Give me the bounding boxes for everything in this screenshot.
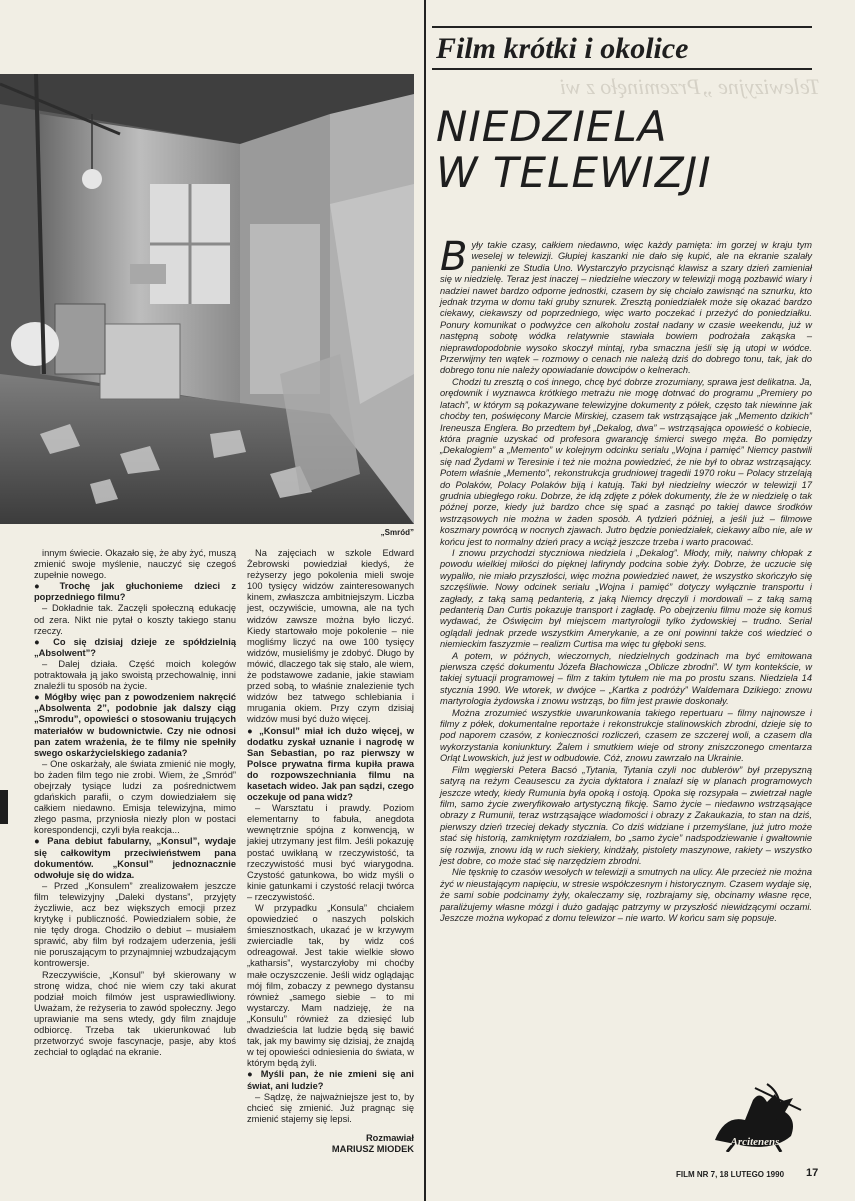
signature-label: Rozmawiał bbox=[365, 1132, 414, 1143]
article-paragraph: Nie tęsknię to czasów wesołych w telewizji a smutnych na ulicy. Ale przecież nie można żyć w nieustającym napięciu, w stresie współczesnym i historycznym. Czasem wydaje się, że sami sobie podcinamy żyły, okaleczamy się, rozbrajamy się, obcinamy własne ręce, paraliżujemy własne mózgi i dużo gadając patrzymy w przyszłość niewidzącymi oczami. Jeszcze można wykopać z domu telewizor – nie warto. W końcu sam się popsuje. bbox=[440, 867, 812, 923]
article-paragraph: A potem, w późnych, wieczornych, niedzielnych godzinach ma być emitowana pierwsza część dokumentu Józefa Błachowicza „Oblicze zbrodni”. W tym kontekście, w takiej sytuacji programowej – film z takim tytułem nie ma po prostu szans. Niedziela 14 stycznia 1990. We wtorek, w dwójce – „Kartka z podróży” Waldemara Dzikiego: znowu martyrologia żydowska i znowu wstrząs, bo film jest prawie doskonały. bbox=[440, 650, 812, 707]
page-number: 17 bbox=[806, 1167, 819, 1179]
photo-caption: „Smród” bbox=[380, 528, 414, 537]
interview-question: ● Pana debiut fabularny, „Konsul”, wydaje się całkowitym przeciwieństwem pana dokumentów. „Konsul” jednoznacznie odwołuje się do widza. bbox=[34, 836, 236, 880]
article-paragraph: Chodzi tu zresztą o coś innego, chcę być dobrze zrozumiany, sprawa jest delikatna. Ja, orędownik i wyznawca krótkiego metrażu nie mogę dotrwać do programu „Premiery po latach”, w którym są pokazywane telewizyjne dokumenty z półek, często tak niewinne jak choćby ten, poświęcony Marcie Mirskiej, czasem tak wstrząsające jak „Memento dzikich” Ireneusza Englera. Bo przedtem był „Dekalog, dwa” – wstrząsająca opowieść o kobiecie, która pragnie uzyskać od profesora gwarancję śmierci swego męża. Bo pomiędzy „Dekalogiem” a „Memento” w kolejnym odcinku serialu „Wojna i pamięć” Niemcy pastwili się nad Żydami w Teresinie i też nie można powiedzieć, że nie był to obraz wstrząsający. Potem właśnie „Memento”, rekonstrukcja grudniowej tragedii 1970 roku – Polacy strzelają do Polaków, Polacy Polaków biją i katują. Taki był niedzielny wieczór w telewizji 17 grudnia ubiegłego roku. Dobrze, że idą zdjęte z półek dokumenty, źle że w niedzielę o tak późnej porze, kiedy już bardzo chce się spać a zasnąć po takiej dawce środków wstrząsowych nie można w żaden sposób. A tydzień później, a jeśli już – filmowe koszmary powrócą w nocnych zjawach. Jutro będzie poniedziałek, ciekawy albo nie, ale w końcu jest to normalny dzień pracy a wciąż jeszcze trzeba i warto pracować. bbox=[440, 376, 812, 547]
article-paragraph-text: yły takie czasy, całkiem niedawno, więc każdy pamięta: im gorzej w kraju tym weselej w telewizji. Głupiej kaszanki nie dało się kupić, ale na ekranie szalały panienki ze Studia Uno. Wystarczyło przycisnąć klawisz a szary dzień zamieniał się w niedzielę. Teraz jest inaczej – niedzielne wieczory w telewizji mogą pozbawić wiary i nadziei nawet bardzo odporne jednostki, czasem by się chciało zawisnąć na sznurku, kto jednak trzyma w domu taki gruby sznurek. Zresztą poniedziałek może się okazać bardzo ciekawy, ciekawszy od poprzedniego, więc warto poczekać i przeżyć do poniedziałku. Ponury komunikat o podwyżce cen alkoholu został nadany w czasie weekendu, już w następną sobotę wódka relatywnie stawiała bowiem podrożała zakąska – nieprawdopodobnie wysoko skoczył mintaj, ryba smaczna jeśli się ją utopi w wódce. Przerwijmy ten wątek – rozmowy o cenach nie należą dziś do dobrego tonu, tak, jak do dobrego tonu nie należy opowiadanie dowcipów o kelnerach. bbox=[440, 240, 812, 376]
interview-answer: – One oskarżały, ale świata zmienić nie mogły, bo żaden film tego nie zrobi. Wiem, że „Smród” obejrzały tysiące ludzi za pośrednictwem gdańskich parafii, o czym dowiedziałem się całkiem niedawno. Emisja telewizyjna, mimo złego pasma, przyniosła niezły plon w postaci korespondencji, czyli była reakcja... bbox=[34, 758, 236, 836]
interview-answer: – Dalej działa. Część moich kolegów potraktowała ją jako swoistą przechowalnię, inni znaleźli tu sposób na życie. bbox=[34, 658, 236, 692]
signature-name: MARIUSZ MIODEK bbox=[331, 1143, 414, 1154]
interview-question: ● Myśli pan, że nie zmieni się ani świat, ani ludzie? bbox=[247, 1069, 414, 1091]
article-headline bbox=[436, 104, 812, 196]
headline-line-1: NIEDZIELA bbox=[436, 102, 668, 151]
interview-answer: – Sądzę, że najważniejsze jest to, by chcieć się zmienić. Już pragnąc się zmienić stajemy się lepsi. bbox=[247, 1091, 414, 1124]
margin-mark bbox=[0, 790, 8, 824]
interview-column-2 bbox=[247, 548, 414, 1155]
interview-answer: Na zajęciach w szkole Edward Żebrowski powiedział kiedyś, że reżyserzy jego pokolenia mieli swoje 100 tysięcy widzów zainteresowanych kinem, zwłaszcza ambitniejszym. Liczba jest, oczywiście, umowna, ale na tych widzów zawsze można było liczyć. Kiedy startowało moje pokolenie – nie mogliśmy liczyć na owe 100 tysięcy widzów, musieliśmy je zdobyć. Długo by mówić, dlaczego tak się stało, ale wiem, że podstawowe zadanie, jakie stawiam przed sobą, to właśnie znalezienie tych widzów bez tatwego schlebiania i mrugania okiem. Przy czym dzisiaj widzów musi być dużo więcej. bbox=[247, 548, 414, 725]
article-body bbox=[440, 234, 812, 924]
interview-question: ● Co się dzisiaj dzieje ze spółdzielnią „Absolwent”? bbox=[34, 637, 236, 659]
film-still-photo bbox=[0, 74, 414, 524]
article-paragraph: Film węgierski Petera Bacsó „Tytania, Tytania czyli noc dublerów” był przepyszną satyrą na reżym Ceausescu za życia dyktatora i znalazł się w planach programowych jeszcze wtedy, kiedy Rumunia była opoką i ostoją. Opoka się rozsypała – zwietrzał nagle film, samo życie zweryfikowało artystyczną fikcję. Samo życie – niedawno wstrząsające obrazy z Rumunii, teraz wstrząsające wiadomości i obrazy z Zakaukazia, to stan na dziś, pierwszy dzień trzeciej dekady stycznia. Co dziś widziane i przemyślane, już jutro może stać się historią, zamkniętym rozdziałem, bo „samo życie” nadspodziewanie i gwałtownie się rozwija, znowu idą w ruch siekiery, kindżały, pistolety maszynowe, rakiety – wszystko jest dobre, co może stać się narzędziem zbrodni. bbox=[440, 764, 812, 866]
interview-question: ● Mógłby więc pan z powodzeniem nakręcić „Absolwenta 2”, podobnie jak dalszy ciąg „Smrodu”, opowieści o stosowaniu trujących materiałów w budownictwie. Czy nie odnosi pan zatem wrażenia, że te filmy nie spełniły swego oskarżycielskiego zadania? bbox=[34, 692, 236, 759]
interview-column-1 bbox=[34, 548, 236, 1058]
top-rule bbox=[432, 26, 812, 28]
column-divider bbox=[424, 0, 426, 1201]
interview-question: ● Trochę jak głuchonieme dzieci z poprzedniego filmu? bbox=[34, 581, 236, 603]
interview-answer: – Przed „Konsulem” zrealizowałem jeszcze film telewizyjny „Daleki dystans”, przyjęty życzliwie, acz bez większych emocji przez krytykę i publiczność. Powiedziałem sobie, że nie tędy droga. Chodziło o debiut – musiałem sprawić, aby film był rodzajem uderzenia, jeśli nie poruszającym to przynajmniej wzbudzającym kontrowersje. bbox=[34, 880, 236, 969]
interview-answer: Rzeczywiście, „Konsul” był skierowany w stronę widza, choć nie wiem czy taki akurat podział moich filmów jest usprawiedliwiony. Uważam, że reżyseria to zawód społeczny. Jego uprawianie ma sens wtedy, gdy film znajduje odbiorcę. Trzeba tak ukierunkować lub przetworzyć swoje fascynacje, pasje, aby ktoś zechciał to oglądać na ekranie. bbox=[34, 969, 236, 1058]
interview-answer: – Dokładnie tak. Zaczęli społeczną edukację od zera. Nikt nie pytał o koszty takiego stanu rzeczy. bbox=[34, 603, 236, 636]
logo-text: Arcitenens bbox=[730, 1136, 780, 1148]
article-paragraph: I znowu przychodzi styczniowa niedziela i „Dekalog”. Młody, miły, naiwny chłopak z powodu wielkiej miłości do pięknej lafiryndy podcina sobie żyły. Dobrze, że uczucie się wypaliło, nie miało przyszłości, więc można powiedzieć nawet, że wszystko skończyło się szczęśliwie. Nowy odcinek serialu „Wojna i pamięć” dotyczy wyłącznie transportu i zagłady, z taką samą pedanterią, z jaką Niemcy dręczyli i mordowali – z taką samą pedanterią Dan Curtis pokazuje transport i zagładę. Po obejrzeniu filmu może się komuś wydawać, że Oświęcim był miejscem martyrologii tylko żydowskiej – trudno. Serial oglądali jednak przede wszystkim Amerykanie, a ze oni powinni także coś wiedzieć o niemieckim faszyzmie – realizm Curtisa ma więc tu głęboki sens. bbox=[440, 547, 812, 650]
kicker-rule bbox=[432, 68, 812, 70]
interview-answer: W przypadku „Konsula” chciałem opowiedzieć o naszych polskich śmiesznostkach, ukazać je w krzywym zwierciadle tak, by widz coś odreagował. Jest takie wielkie słowo „katharsis”, wystarczyłoby mi choćby małe oczyszczenie. Jeśli widz oglądając mój film, zobaczy z pewnego dystansu również „samego siebie – to mi wystarczy. Mam nadzieję, że na „Konsulu” również za dziesięć lub dwadzieścia lat ludzie będą się bawić tak, jak my bawimy się dzisiaj, że znajdą w tej opowieści odniesienia do świata, w którym będą żyli. bbox=[247, 903, 414, 1069]
drop-cap: B bbox=[440, 234, 468, 280]
article-paragraph: Można zrozumieć wszystkie uwarunkowania takiego repertuaru – filmy najnowsze i filmy z półek, dokumentalne reportaże i rekonstrukcje stalinowskich zbrodni, dzieje się to pod naporem czasów, z konieczności rozliczeń, czasem ze szczerej woli, a czasem dla wykorzystania koniunktury. Żalem i smutkiem wieje od strony zniszczonego cmentarza Orląt Lwowskich, już jest w odbudowie. Cóż, znowu zawrzało na Ukrainie. bbox=[440, 707, 812, 764]
interview-question: ● „Konsul” miał ich dużo więcej, w dodatku zyskał uznanie i nagrodę w San Sebastian, po raz pierwszy w Polsce prywatna firma kupiła prawa do rozpowszechniania filmu na kasetach wideo. Jak pan sądzi, czego oczekuje od pana widz? bbox=[247, 726, 414, 804]
issue-footer: FILM NR 7, 18 LUTEGO 1990 bbox=[676, 1170, 785, 1179]
interview-answer: innym świecie. Okazało się, że aby żyć, muszą zmienić swoje myślenie, nauczyć się czegoś zupełnie nowego. bbox=[34, 548, 236, 581]
interview-answer: – Warsztatu i prawdy. Poziom elementarny to fabuła, anegdota wewnętrznie spójna z konwencją, w jakiej utrzymany jest film. Jeśli pokazuję postać uwikłaną w rzeczywistość, ta rzeczywistość musi być wiarygodna. Czystość gatunkowa, bo widz myśli o kinie gatunkami i czystość relacji twórca – rzeczywistość. bbox=[247, 803, 414, 902]
article-paragraph bbox=[440, 234, 812, 377]
section-kicker: Film krótki i okolice bbox=[436, 32, 689, 65]
show-through-text: Telewizyjne „Przeminęło z wi bbox=[560, 74, 820, 99]
headline-line-2: W TELEWIZJI bbox=[436, 148, 712, 197]
